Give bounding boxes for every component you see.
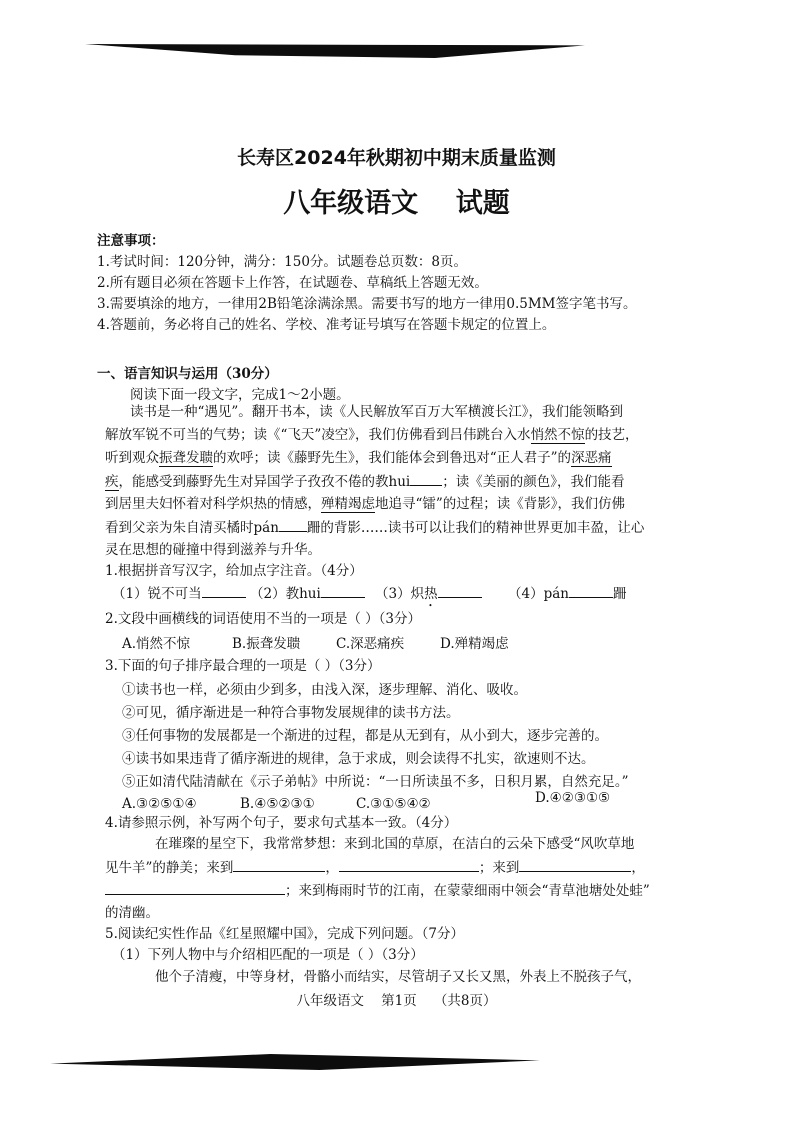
passage-line: 听到观众振聋发聩的欢呼；读《藤野先生》，我们能体会到鲁迅对“正人君子”的深恶痛	[105, 450, 612, 466]
q3-option-d: D.④②③①⑤	[535, 790, 611, 806]
passage-line: 疾，能感受到藤野先生对异国学子孜孜不倦的教hui ；读《美丽的颜色》，我们能看	[105, 474, 625, 490]
question-4-stem: 4.请参照示例，补写两个句子，要求句式基本一致。（4分）	[105, 815, 458, 831]
q5-sub-question: （1）下列人物中与介绍相匹配的一项是（ ）（3分）	[112, 947, 424, 963]
exam-title: 长寿区2024年秋期初中期末质量监测	[237, 147, 556, 169]
passage-line: 看到父亲为朱自清买橘时pán 跚的背影……读书可以让我们的精神世界更加丰盈，让心	[105, 520, 645, 536]
q5-text: 他个子清瘦，中等身材，骨骼小而结实，尽管胡子又长又黑，外表上不脱孩子气，	[155, 969, 641, 985]
page-footer: 八年级语文 第1页 （共8页）	[296, 993, 497, 1009]
q3-sentence: ③任何事物的发展都是一个渐进的过程，都是从无到有，从小到大，逐步完善的。	[122, 728, 608, 744]
q3-sentence: ②可见，循序渐进是一种符合事物发展规律的读书方法。	[122, 705, 460, 721]
q3-option-a: A.③②⑤①④	[122, 796, 197, 812]
q4-line: 见牛羊”的静美；来到 ， ；来到 ，	[105, 860, 645, 876]
underlined-term: 振聋发聩	[159, 450, 213, 466]
q3-sentence: ①读书也一样，必须由少到多，由浅入深，逐步理解、消化、吸收。	[122, 682, 527, 698]
q1-item-2: （2）教hui	[250, 585, 365, 602]
notice-item: 1.考试时间：120分钟，满分：150分。试题卷总页数：8页。	[97, 254, 468, 270]
q2-option-a: A.悄然不惊	[122, 636, 191, 652]
passage-line: 灵在思想的碰撞中得到滋养与升华。	[105, 542, 321, 558]
underlined-term: 深恶痛	[571, 450, 612, 466]
q1-item-4: （4）pán 跚	[508, 586, 627, 602]
q3-sentence: ⑤正如清代陆清献在《示子弟帖》中所说：“一日所读虽不多，日积月累，自然充足。”	[122, 774, 629, 790]
q4-line: 的清幽。	[105, 905, 159, 921]
q2-option-d: D.殚精竭虑	[440, 636, 509, 652]
q4-line: 在璀璨的星空下，我常常梦想：来到北国的草原，在洁白的云朵下感受“风吹草地	[155, 836, 635, 852]
q3-option-c: C.③①⑤④②	[356, 796, 431, 812]
scan-edge-bottom	[50, 1054, 540, 1070]
q2-option-c: C.深恶痛疾	[336, 636, 405, 652]
notice-item: 3.需要填涂的地方，一律用2B铅笔涂满涂黑。需要书写的地方一律用0.5MM签字笔书写。	[97, 296, 637, 312]
q1-item-1: （1）锐不可当	[112, 585, 246, 602]
q2-option-b: B.振聋发聩	[232, 636, 301, 652]
passage-line: 到居里夫妇怀着对科学炽热的情感，殚精竭虑地追寻“镭”的过程；读《背影》，我们仿佛	[105, 496, 626, 512]
question-2-stem: 2.文段中画横线的词语使用不当的一项是（ ）（3分）	[105, 611, 422, 627]
notice-item: 2.所有题目必须在答题卡上作答，在试题卷、草稿纸上答题无效。	[97, 275, 488, 291]
exam-subtitle: 八年级语文 试题	[283, 188, 510, 219]
q3-option-b: B.④⑤②③①	[240, 796, 315, 812]
scan-edge-top	[85, 44, 585, 58]
question-3-stem: 3.下面的句子排序最合理的一项是（ ）（3分）	[105, 658, 381, 674]
q3-sentence: ④读书如果违背了循序渐进的规律，急于求成，则会读得不扎实，欲速则不达。	[122, 751, 595, 767]
underlined-term: 殚精竭虑	[321, 496, 375, 512]
notice-heading: 注意事项：	[97, 233, 165, 249]
section-heading: 一、语言知识与运用（30分）	[97, 366, 278, 382]
question-1-stem: 1.根据拼音写汉字，给加点字注音。（4分）	[105, 563, 363, 579]
underlined-term: 疾	[105, 474, 119, 490]
q1-item-3: （3）炽热	[375, 585, 482, 610]
question-5-stem: 5.阅读纪实性作品《红星照耀中国》，完成下列问题。（7分）	[105, 926, 464, 942]
underlined-term: 悄然不惊	[530, 427, 585, 443]
passage-line: 读书是一种“遇见”。翻开书本，读《人民解放军百万大军横渡长江》，我们能领略到	[130, 404, 624, 420]
q4-line: ；来到梅雨时节的江南，在蒙蒙细雨中领会“青草池塘处处蛙”	[105, 882, 650, 899]
notice-item: 4.答题前，务必将自己的姓名、学校、准考证号填写在答题卡规定的位置上。	[97, 317, 556, 333]
passage-line: 解放军锐不可当的气势；读《“飞天”凌空》，我们仿佛看到吕伟跳台入水悄然不惊的技艺，	[105, 427, 639, 443]
section-intro: 阅读下面一段文字，完成1～2小题。	[130, 387, 350, 403]
